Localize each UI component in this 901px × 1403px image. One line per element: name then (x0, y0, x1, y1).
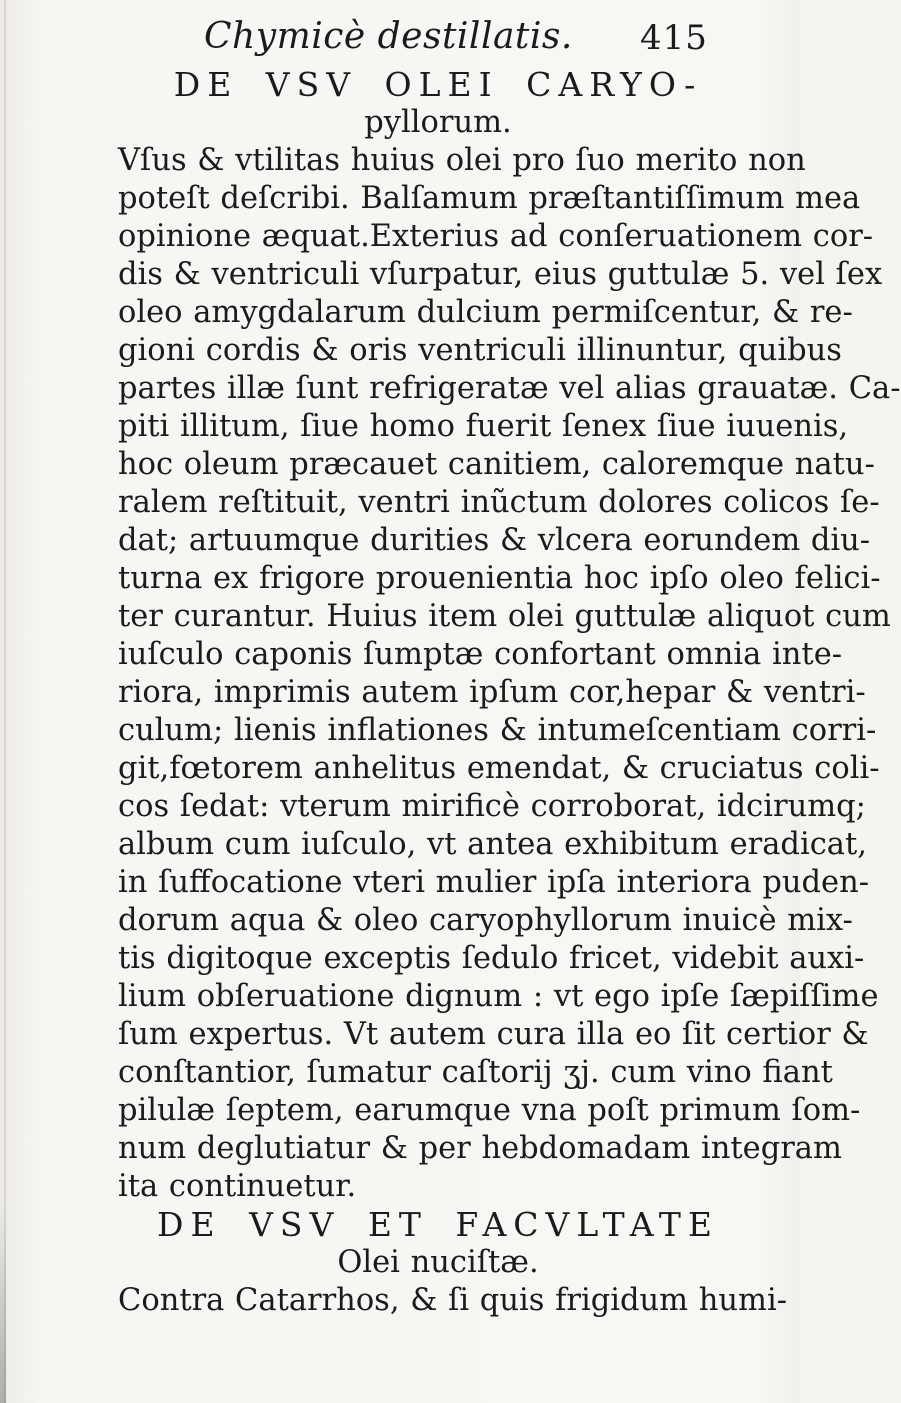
page-number: 415 (640, 18, 708, 58)
text-line: riora, imprimis autem ipſum cor,hepar & ventri- (118, 675, 866, 710)
body-text (118, 65, 901, 1320)
text-line: dat; artuumque durities & vlcera eorundem diu- (118, 523, 871, 558)
text-line: oleo amygdalarum dulcium permiſcentur, & re- (118, 295, 853, 330)
text-line: in ſuffocatione vteri mulier ipſa interiora puden- (118, 865, 870, 900)
text-line: album cum iuſculo, vt antea exhibitum eradicat, (118, 827, 867, 862)
text-line: partes illæ ſunt refrigeratæ vel alias grauatæ. Ca- (118, 371, 901, 406)
text-line: gioni cordis & oris ventriculi illinuntur, quibus (118, 333, 842, 368)
section-subheading: Olei nuciſtæ. (337, 1245, 539, 1280)
section-heading: DE VSV OLEI CARYO- (173, 65, 703, 104)
text-line: conſtantior, ſumatur caſtorij ʒj. cum vino fiant (118, 1055, 833, 1090)
text-line: git,fœtorem anhelitus emendat, & cruciatus coli- (118, 751, 880, 786)
running-head (0, 16, 800, 68)
text-line: dis & ventriculi vſurpatur, eius guttulæ 5. vel ſex (118, 257, 883, 292)
text-line: lium obſeruatione dignum : vt ego ipſe ſæpiſſime (118, 979, 879, 1014)
running-title: Chymicè destillatis. (204, 16, 573, 57)
text-line: Vſus & vtilitas huius olei pro ſuo merito non (118, 143, 806, 178)
text-line: Contra Catarrhos, & ſi quis frigidum humi- (118, 1283, 788, 1318)
text-line: culum; lienis inflationes & intumeſcentiam corri- (118, 713, 877, 748)
page-binding-shadow (0, 1200, 6, 1403)
text-line: ita continuetur. (118, 1169, 357, 1204)
text-line: turna ex frigore prouenientia hoc ipſo oleo felici- (118, 561, 881, 596)
text-line: opinione æquat.Exterius ad conſeruationem cor- (118, 219, 874, 254)
section-subheading: pyllorum. (364, 105, 512, 140)
page-left-edge (4, 0, 6, 1403)
text-line: hoc oleum præcauet canitiem, caloremque natu- (118, 447, 875, 482)
text-line: ſum expertus. Vt autem cura illa eo ſit certior & (118, 1017, 869, 1052)
text-line: cos ſedat: vterum mirificè corroborat, idcirumq; (118, 789, 866, 824)
section-heading: DE VSV ET FACVLTATE (157, 1205, 719, 1244)
text-line: dorum aqua & oleo caryophyllorum inuicè mix- (118, 903, 853, 938)
text-line: piti illitum, ſiue homo fuerit ſenex ſiue iuuenis, (118, 409, 849, 444)
text-line: ralem reſtituit, ventri inũctum dolores colicos ſe- (118, 485, 880, 520)
text-line: iuſculo caponis ſumptæ confortant omnia inte- (118, 637, 843, 672)
text-line: tis digitoque exceptis ſedulo fricet, videbit auxi- (118, 941, 865, 976)
text-line: ter curantur. Huius item olei guttulæ aliquot cum (118, 599, 891, 634)
text-line: poteſt deſcribi. Balſamum præſtantiſſimum mea (118, 181, 861, 216)
text-line: num deglutiatur & per hebdomadam integram (118, 1131, 842, 1166)
text-line: pilulæ ſeptem, earumque vna poſt primum ſom- (118, 1093, 861, 1128)
